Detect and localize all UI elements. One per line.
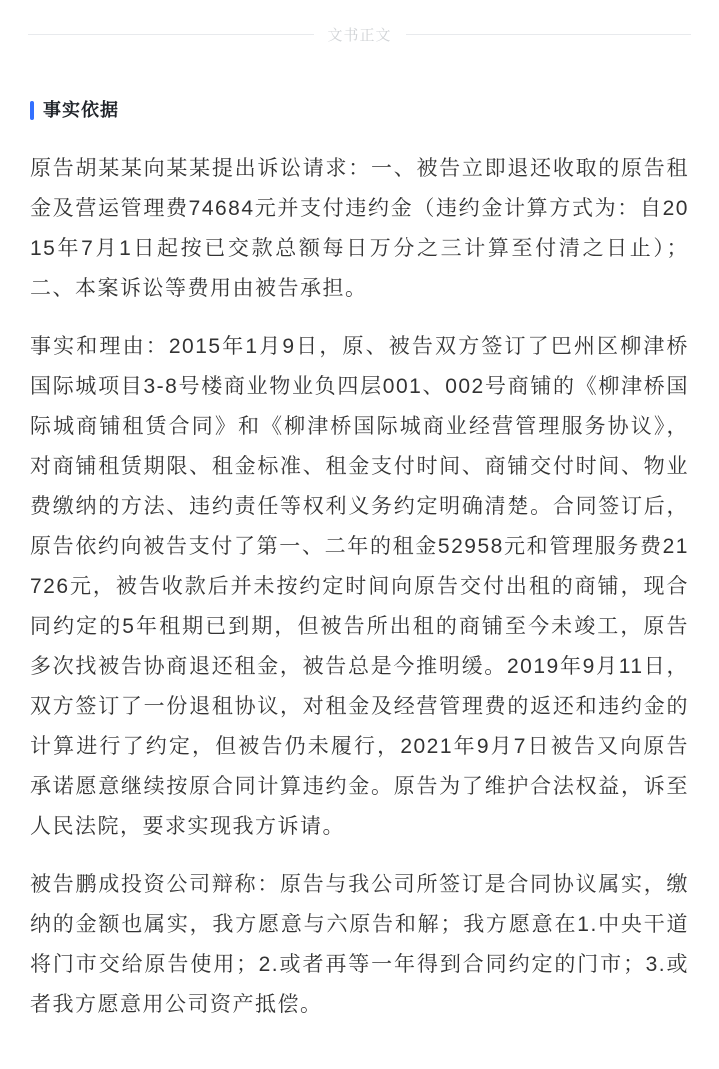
divider-label: 文书正文 bbox=[327, 27, 392, 44]
paragraph-defendant-reply: 被告鹏成投资公司辩称：原告与我公司所签订是合同协议属实，缴纳的金额也属实，我方愿意与六原告和解；我方愿意在1.中央干道将门市交给原告使用；2.或者再等一年得到合同约定的门市；3.或者我方愿意用公司资产抵偿。 bbox=[30, 873, 689, 1016]
paragraph-claims: 原告胡某某向某某提出诉讼请求：一、被告立即退还收取的原告租金及营运管理费74684元并支付违约金（违约金计算方式为：自2015年7月1日起按已交款总额每日万分之三计算至付清之日止）；二、本案诉讼等费用由被告承担。 bbox=[30, 157, 689, 300]
document-body-divider bbox=[28, 24, 691, 45]
accent-bar bbox=[30, 101, 34, 120]
divider-line-right bbox=[406, 34, 692, 35]
document-body bbox=[30, 149, 689, 1025]
section-heading bbox=[30, 97, 689, 123]
divider-line-left bbox=[28, 34, 314, 35]
section-title: 事实依据 bbox=[43, 100, 119, 120]
paragraph-facts-and-reasons: 事实和理由：2015年1月9日，原、被告双方签订了巴州区柳津桥国际城项目3-8号楼商业物业负四层001、002号商铺的《柳津桥国际城商铺租赁合同》和《柳津桥国际城商业经营管理服务协议》，对商铺租赁期限、租金标准、租金支付时间、商铺交付时间、物业费缴纳的方法、违约责任等权利义务约定明确清楚。合同签订后，原告依约向被告支付了第一、二年的租金52958元和管理服务费21726元，被告收款后并未按约定时间向原告交付出租的商铺，现合同约定的5年租期已到期，但被告所出租的商铺至今未竣工，原告多次找被告协商退还租金，被告总是今推明缓。2019年9月11日，双方签订了一份退租协议，对租金及经营管理费的返还和违约金的计算进行了约定，但被告仍未履行，2021年9月7日被告又向原告承诺愿意继续按原合同计算违约金。原告为了维护合法权益，诉至人民法院，要求实现我方诉请。 bbox=[30, 335, 689, 838]
